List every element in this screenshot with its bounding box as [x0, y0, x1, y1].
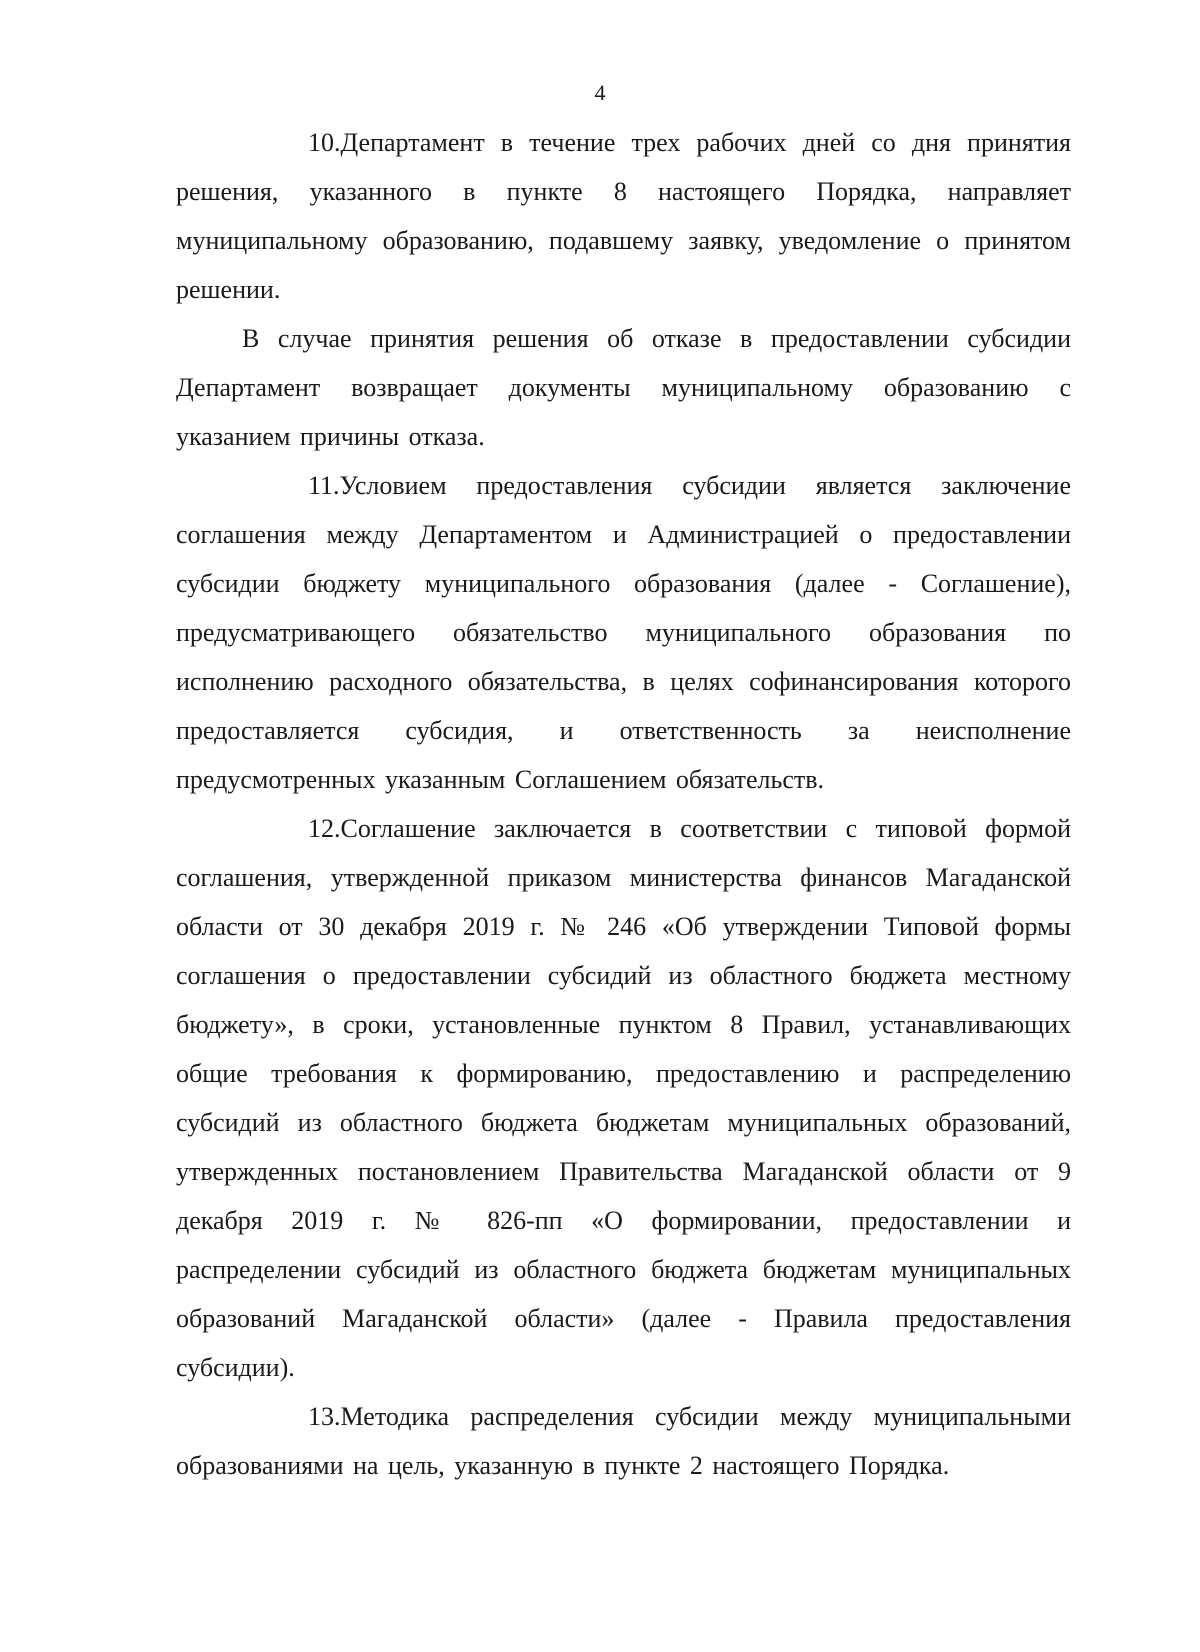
paragraph-11 [176, 461, 1071, 804]
paragraph-text: Департамент в течение трех рабочих дней со дня принятия решения, указанного в пункте 8 настоящего Порядка, направляет муниципальному образованию, подавшему заявку, уведомление о принятом решении. [176, 128, 1071, 304]
paragraph-12 [176, 804, 1071, 1392]
paragraph-text: Условием предоставления субсидии является заключение соглашения между Департаментом и Администрацией о предоставлении субсидии бюджету муниципального образования (далее - Соглашение), предусматривающего обязательство муниципального образования по исполнению расходного обязательства, в целях софинансирования которого предоставляется субсидия, и ответственность за неисполнение предусмотренных указанным Соглашением обязательств. [176, 471, 1071, 794]
paragraph-10 [176, 118, 1071, 314]
paragraph-number: 12. [308, 814, 341, 843]
paragraph-text: Методика распределения субсидии между муниципальными образованиями на цель, указанную в пункте 2 настоящего Порядка. [176, 1402, 1071, 1480]
paragraph-number: 11. [308, 471, 340, 500]
document-body [176, 118, 1071, 1490]
paragraph-number: 13. [308, 1402, 341, 1431]
paragraph-text: Соглашение заключается в соответствии с типовой формой соглашения, утвержденной приказом министерства финансов Магаданской области от 30 декабря 2019 г. № 246 «Об утверждении Типовой формы соглашения о предоставлении субсидий из областного бюджета местному бюджету», в сроки, установленные пунктом 8 Правил, устанавливающих общие требования к формированию, предоставлению и распределению субсидий из областного бюджета бюджетам муниципальных образований, утвержденных постановлением Правительства Магаданской области от 9 декабря 2019 г. № 826-пп «О формировании, предоставлении и распределении субсидий из областного бюджета бюджетам муниципальных образований Магаданской области» (далее - Правила предоставления субсидии). [176, 814, 1071, 1382]
paragraph-number: 10. [308, 128, 341, 157]
paragraph-13 [176, 1392, 1071, 1490]
paragraph-text: В случае принятия решения об отказе в предоставлении субсидии Департамент возвращает документы муниципальному образованию с указанием причины отказа. [176, 324, 1071, 451]
page-number: 4 [594, 80, 606, 105]
paragraph-10-refusal [176, 314, 1071, 461]
